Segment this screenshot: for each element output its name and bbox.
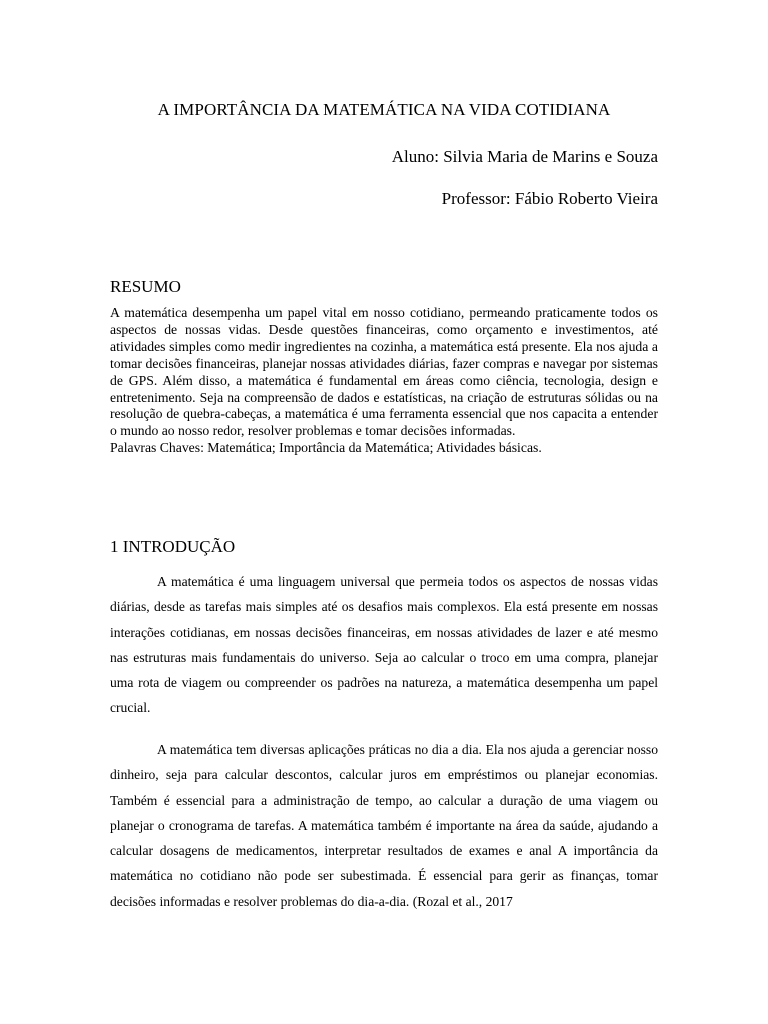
document-title: A IMPORTÂNCIA DA MATEMÁTICA NA VIDA COTIDIANA (157, 100, 611, 119)
abstract-block (110, 305, 658, 457)
introduction-paragraph-1: A matemática é uma linguagem universal que permeia todos os aspectos de nossas vidas diárias, desde as tarefas mais simples até os desafios mais complexos. Ela está presente em nossas interações cotidianas, em nossas decisões financeiras, em nossas atividades de lazer e até mesmo nas estruturas mais fundamentais do universo. Seja ao calcular o troco em uma compra, planejar uma rota de viagem ou compreender os padrões na natureza, a matemática desempenha um papel crucial. (110, 574, 658, 716)
student-name: Aluno: Silvia Maria de Marins e Souza (391, 147, 658, 166)
paragraph-2-text: A matemática tem diversas aplicações práticas no dia a dia. Ela nos ajuda a gerenciar nosso dinheiro, seja para calcular descontos, calcular juros em empréstimos ou planejar economias. Também é essencial para a administração de tempo, ao calcular a duração de uma viagem ou planejar o cronograma de tarefas. A matemática também é importante na área da saúde, ajudando a calcular dosagens de medicamentos, interpretar resultados de exames e anal A importância da matemática no cotidiano não pode ser subestimada. É essencial para gerir as finanças, tomar decisões informadas e resolver problemas do dia-a-dia. (110, 742, 658, 909)
abstract-text: A matemática desempenha um papel vital em nosso cotidiano, permeando praticamente todos os aspectos de nossas vidas. Desde questões financeiras, como orçamento e investimentos, até atividades simples como medir ingredientes na cozinha, a matemática está presente. Ela nos ajuda a tomar decisões financeiras, planejar nossas atividades diárias, fazer compras e navegar por sistemas de GPS. Além disso, a matemática é fundamental em áreas como ciência, tecnologia, design e entretenimento. Seja na compreensão de dados e estatísticas, na criação de estruturas sólidas ou na resolução de quebra-cabeças, a matemática é uma ferramenta essencial que nos capacita a entender o mundo ao nosso redor, resolver problemas e tomar decisões informadas. (110, 305, 658, 439)
introduction-heading: 1 INTRODUÇÃO (110, 537, 236, 556)
introduction-paragraph-2 (110, 737, 658, 914)
citation: (Rozal et al., 2017 (412, 893, 513, 909)
keywords: Palavras Chaves: Matemática; Importância da Matemática; Atividades básicas. (110, 440, 542, 456)
professor-name: Professor: Fábio Roberto Vieira (441, 189, 658, 208)
abstract-heading: RESUMO (110, 277, 181, 296)
